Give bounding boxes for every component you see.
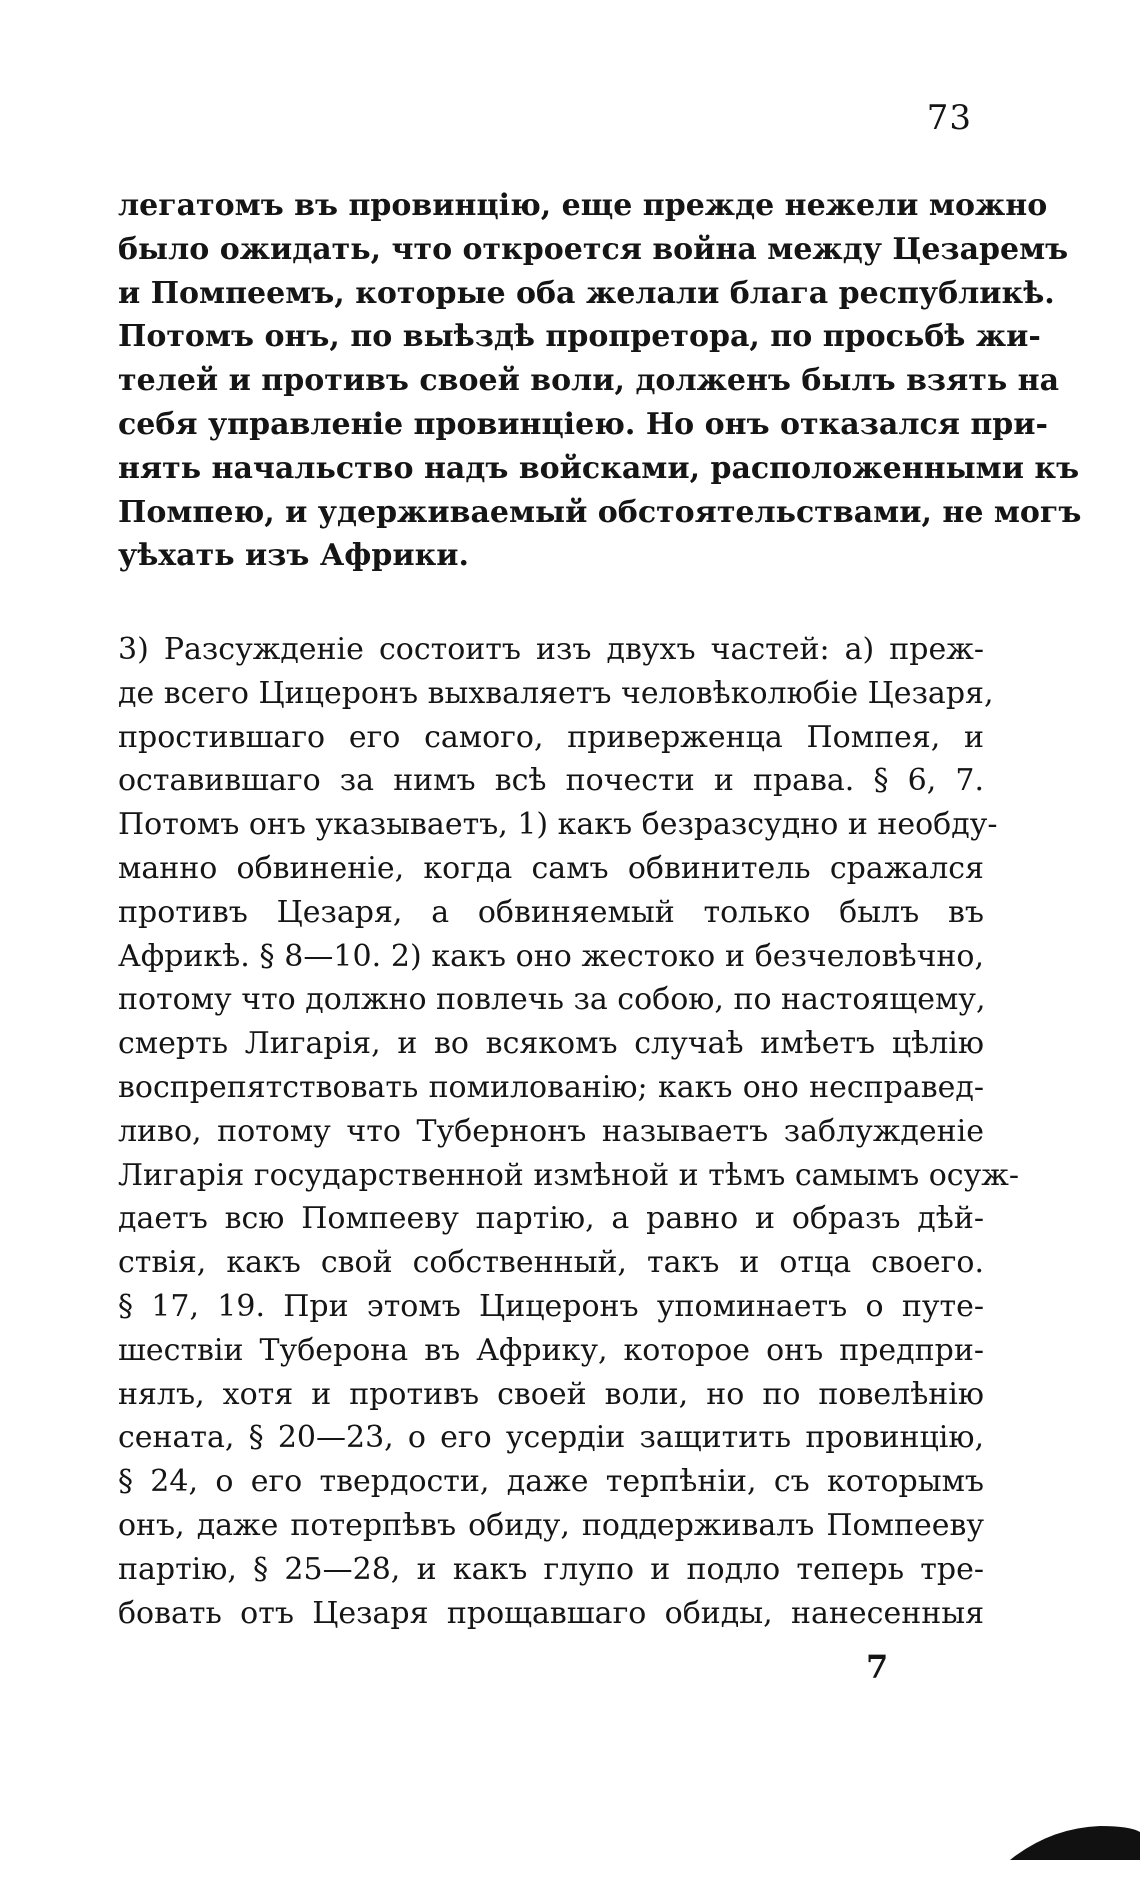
- text-line: телей и противъ своей воли, долженъ былъ взять на: [118, 363, 1060, 399]
- text-line: ствія, какъ свой собственный, такъ и отца своего.: [118, 1245, 984, 1281]
- text-line: манно обвиненіе, когда самъ обвинитель сражался: [118, 850, 984, 886]
- text-line: уѣхать изъ Африки.: [118, 538, 469, 574]
- text-line: нять начальство надъ войсками, расположенными къ: [118, 450, 1080, 486]
- text-line: нялъ, хотя и противъ своей воли, но по повелѣнію: [118, 1376, 984, 1412]
- page-corner-ornament: [1010, 1822, 1140, 1862]
- text-line: смерть Лигарія, и во всякомъ случаѣ имѣетъ цѣлію: [118, 1026, 984, 1062]
- text-line: § 17, 19. При этомъ Цицеронъ упоминаетъ о путе-: [118, 1288, 984, 1324]
- text-line: противъ Цезаря, а обвиняемый только былъ въ: [118, 894, 984, 930]
- text-line: Лигарія государственной измѣной и тѣмъ самымъ осуж-: [118, 1157, 1019, 1193]
- text-line: Потомъ онъ указываетъ, 1) какъ безразсудно и необду-: [118, 807, 998, 843]
- text-line: даетъ всю Помпееву партію, а равно и образъ дѣй-: [118, 1201, 984, 1237]
- text-line: ливо, потому что Тубернонъ называетъ заблужденіе: [118, 1113, 984, 1149]
- paragraph-1: [118, 184, 1082, 578]
- text-line: потому что должно повлечь за собою, по настоящему,: [118, 982, 986, 1018]
- text-line: 3) Разсужденіе состоитъ изъ двухъ частей: а) преж-: [118, 632, 984, 667]
- text-line: шествіи Туберона въ Африку, которое онъ предпри-: [118, 1332, 984, 1368]
- text-line: де всего Цицеронъ выхваляетъ человѣколюбіе Цезаря,: [118, 675, 994, 711]
- signature-mark: 7: [866, 1648, 889, 1686]
- text-line: простившаго его самого, приверженца Помпея, и: [118, 719, 984, 755]
- text-line: легатомъ въ провинцію, еще прежде нежели можно: [118, 188, 1048, 223]
- text-line: сената, § 20—23, о его усердіи защитить провинцію,: [118, 1420, 984, 1456]
- text-line: Помпею, и удерживаемый обстоятельствами, не могъ: [118, 494, 1082, 530]
- text-line: Африкѣ. § 8—10. 2) какъ оно жестоко и безчеловѣчно,: [118, 938, 984, 974]
- text-line: партію, § 25—28, и какъ глупо и подло теперь тре-: [118, 1551, 984, 1587]
- text-line: § 24, о его твердости, даже терпѣніи, съ которымъ: [118, 1464, 984, 1500]
- text-line: было ожидать, что откроется война между Цезаремъ: [118, 231, 1069, 267]
- text-line: и Помпеемъ, которые оба желали блага республикѣ.: [118, 275, 1055, 311]
- page-number: 73: [926, 98, 972, 138]
- paragraph-2: [118, 628, 1019, 1635]
- text-line: Потомъ онъ, по выѣздѣ пропретора, по просьбѣ жи-: [118, 319, 1041, 355]
- text-line: воспрепятствовать помилованію; какъ оно несправед-: [118, 1069, 984, 1105]
- text-line: бовать отъ Цезаря прощавшаго обиды, нанесенныя: [118, 1595, 984, 1631]
- text-line: себя управленіе провинціею. Но онъ отказался при-: [118, 406, 1048, 442]
- text-line: онъ, даже потерпѣвъ обиду, поддерживалъ Помпееву: [118, 1507, 984, 1543]
- text-line: оставившаго за нимъ всѣ почести и права. § 6, 7.: [118, 763, 984, 799]
